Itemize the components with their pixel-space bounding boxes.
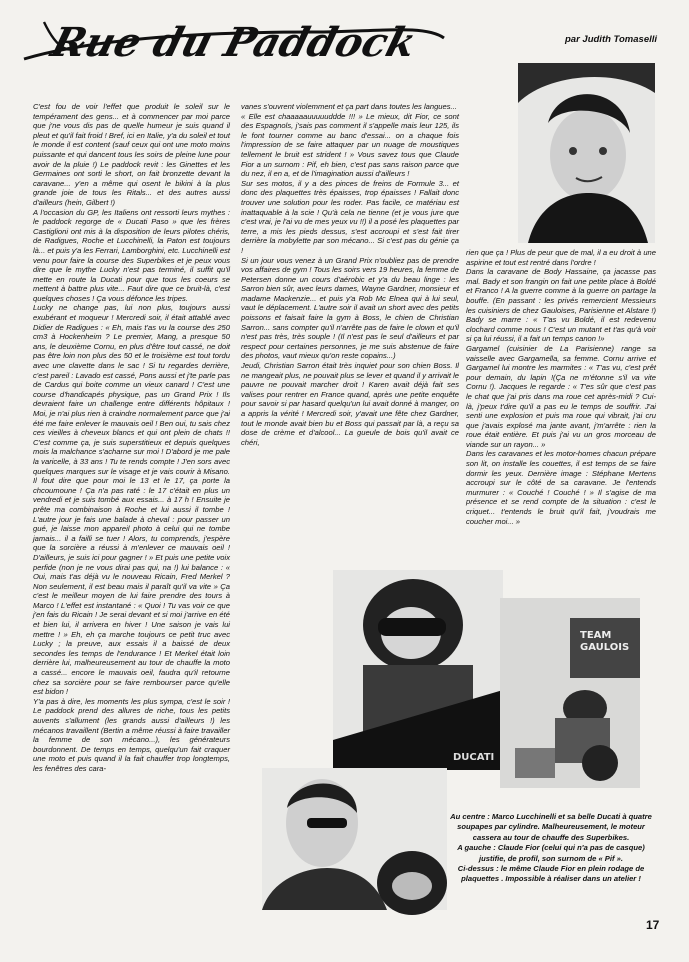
byline: par Judith Tomaselli <box>565 34 658 45</box>
photo-sign-text: TEAM GAULOIS <box>580 630 630 653</box>
title-logo <box>14 4 454 70</box>
title-text: Rue du Paddock <box>46 18 422 66</box>
photo-lucchinelli-ducati <box>333 570 503 770</box>
article-column-middle: vanes s'ouvrent violemment et ça part dans toutes les langues... « Elle est chaaaaauuuuuddde !!! » Le mieux, dit Fior, ce sont des Espagnols, j'sais pas comment il s'appelle mais leur 125, ils le font tourner comme au banc d'essai... on a chaque fois l'impression de se faire attaquer par un nuage de moustiques tellement le bruit est strident ! » Vous savez tous que Claude Fior a un surnom : Pif, eh bien, c'est pas sans raison parce que du nez, il en a, et de l'imagination aussi d'ailleurs ! Sur ses motos, il y a des pinces de freins de Formule 3... et donc des plaquettes très épaisses, trop épaisses ! Fallait donc trouver une solution pour les roder. Pas facile, ce matériau est inattaquable à la scie ! Qu'à cela ne tienne (et je vous jure que c'est vrai, je l'ai vu de mes yeux vu !!) il a posé les plaquettes par terre, a mis les pieds dessus, s'est accroupi et s'est fait tirer derrière la mobylette par son mécano... Si c'est pas du génie ça ! Si un jour vous venez à un Grand Prix n'oubliez pas de prendre vos affaires de gym ! Tous les soirs vers 19 heures, la femme de Petersen donne un cours d'aérobic et y'a du beau linge : les Sarron bien sûr, avec leurs dames, Wayne Gardner, monsieur et madame Mackenzie... et puis y'a Rob Mc Elnea qui à lui seul, vaut le déplacement. L'autre soir il avait un short avec des petits poissons et faisait faire la gym à Boss, le chien de Christian Sarron... sans compter qu'il n'arrête pas de faire le clown et qu'il n'est pas très, très souple ! (Il n'est pas le seul d'ailleurs et par respect pour certaines personnes, je me suis abstenue de faire des photos, vaut mieux qu'on reste copains...) Jeudi, Christian Sarron était très inquiet pour son chien Boss. Il ne mangeait plus, ne pouvait plus se lever et quand il y arrivait le pauvre ne pouvait marcher droit ! Karen avait déjà fait ses valises pour rentrer en France quand, après une petite enquête pour savoir si par hasard quelqu'un lui avait donné à manger, on a appris la vérité ! Mercredi soir, y'avait une fête chez Gardner, tout le monde avait bien bu et Boss qui passait par là, a reçu sa dose de crème et d'alcool... La gueule de bois qu'il avait ce chéri, <box>241 102 459 447</box>
article-column-left: C'est fou de voir l'effet que produit le soleil sur le tempérament des gens... et à commencer par moi parce que j'ne vous dis pas de quelle humeur je suis quand il pleut et qu'il fait froid ! Bref, ici en Italie, y'a du soleil et tout le monde il est content (sauf ceux qui ont une moto moins puissante et qui dancent tous les soirs de pleine lune pour avoir de la pluie !) Le paddock revit : les Ginettes et les Germaines ont sorti le short, on fait bronzette devant la caravane... y'en a même qui osent le bikini à la plus grande joie de tous les Ritals... et des autres aussi d'ailleurs (hein, Gilbert !) A l'occasion du GP, les Italiens ont ressorti leurs mythes : le paddock regorge de « Ducati Paso » que les frères Castiglioni ont mis à la disposition de leurs pilotes chéris, de Radigues, Roche et Lucchinelli, la Paton est toujours là... et puis y'a les Ferrari, Lamborghini, etc. Lucchinelli est venu pour faire la course des Superbikes et je peux vous dire que le mythe Lucky n'est pas terminé, il suffit qu'il mette en route la Ducati pour que tous les coeurs se mettent à battre plus vite... Faut dire que ce bruit-là, c'est quelques choses ! Ça vous défonce les tripes. Lucky ne change pas, lui non plus, toujours aussi exubérant et moqueur ! Mercredi soir, il était attablé avec Didier de Radigues : « Eh, mais t'as vu la course des 250 cm3 à Hockenheim ? Le premier, Mang, a presque 50 ans, le deuxième Cornu, en plus d'être tout cassé, ne doit pas être loin non plus des 50 et le troisième est tout tordu avec une clavette dans le sac ! Si tu regardes derrière, c'est pareil : Lavado est cassé, Pons aussi et j'te parle pas de Cardus qui boite comme un vieux canard ! C'est une course d'handicapés physique, pas un Grand Prix ! Ils devraient faire un challenge entre différents hôpitaux ! Moi, je n'ai plus rien à craindre normalement parce que j'ai été me faire enlever le mauvais oeil ! Ben oui, tu sais chez ces vieilles à cheveux blancs et qui ont plein de chats !! C'est comme ça, je suis superstitieux et depuis quelques mois la malchance s'acharne sur moi ! D'abord je me pale la varicelle, à 33 ans ! Tu te rends compte ! J'en sors avec quelques marques sur le visage et je vais courir à Misano. Il fout dire que pour moi le 13 et le 17, ça porte la chcoumoune ! Ça n'a pas raté : le 17 c'était en plus un vendredi et je suis tombé aux essais... à 17 h ! Ensuite je prête ma combinaison à Roche et lui aussi il tombe ! L'autre jour je fais une balade à cheval : pour passer un gué, je laisse mon appareil photo à celui qui ne tombe jamais... il a failli se tuer ! Alors, tu comprends, j'espère que la sorcière a réussi à m'enlever ce mauvais oeil ! D'ailleurs, je suis ici pour gagner ! » Et puis une petite voix perfide (non je ne vous dirai pas qui, na !) lui balance : « Oui, mais t'as déjà vu le nouveau Ricain, Fred Merkel ? Non seulement, il est beau mais il paraît qu'il va vite » Ça c'est le meilleur moyen de lui faire prendre des tours à Marco ! L'effet est instantané : « Quoi ! Tu vas voir ce que j'en fais du Ricain ! Je serai devant et si moi j'arrive en été et bien lui, il arrivera en hiver ! Une saison je vais lui mettre ! » Eh, eh ça marche toujours ce petit truc avec Lucky ; la preuve, aux essais il a baissé de deux secondes les temps de l'endurance ! Et Merkel était loin derrière lui, malheureusement au tour de chauffe la moto a cassé... encore le mauvais oeil, faudra qu'il retourne chez sa sorcière pour se faire rembourser parce qu'elle est bidon ! Y'a pas à dire, les moments les plus sympa, c'est le soir ! Le paddock prend des allures de riche, tous les petits auvents s'allument (les grands aussi d'ailleurs !) les mécanos travaillent (Bertin a même réussi à faire travailler la femme de son mécano...), les générateurs bourdonnent. De temps en temps, quelqu'un fait craquer une moto et puis quand il la fait chauffer trop longtemps, les fenêtres des cara- <box>33 102 230 773</box>
photo-fior-pad-bedding <box>500 598 640 788</box>
photo-claude-fior-portrait <box>518 63 655 243</box>
photo-caption: Au centre : Marco Lucchinelli et sa belle Ducati à quatre soupapes par cylindre. Malheureusement, le moteur cassera au tour de chauffe des Superbikes. A gauche : Claude Fior (celui qui n'a pas de casque) justifie, de profil, son surnom de « Pif ». Ci-dessus : le même Claude Fior en plein rodage de plaquettes . Impossible à réaliser dans un atelier ! <box>450 812 652 884</box>
photo-fior-profile <box>262 768 447 910</box>
portrait-illustration <box>518 63 655 243</box>
article-column-right: rien que ça ! Plus de peur que de mal, il a eu droit à une aspirine et tout est rentré dans l'ordre ! Dans la caravane de Body Hassaine, ça jacasse pas mal. Bady et son frangin on fait une petite place à Boldé et Franco ! A la guerre comme à la guerre on partage la bouffe. (En passant : les privés remercient Messieurs les cuisiniers de chez Gauloises, Parisienne et Alstare !) Bady se marre : « T'as vu Boldé, il est redevenu clochard comme nous ! C'est un mutant et t'as qu'à voir si ça lui réussi, il a fait un temps canon !» Gargamel (cuisinier de La Parisienne) range sa vaisselle avec Gargamella, sa femme. Cornu arrive et Gargamel lui montre les marmites : « T'as vu, c'est prêt pour demain, du lapin !(Ça ne m'étonne s'il va vite Cornu !). Jacques le regarde : « T'es sûr que c'est pas le chat que j'ai pris dans ma roue cet après-midi ? Cui-là, j'peux t'dire qu'il a pas eu le temps de souffrir. J'ai senti une explosion et puis ma roue qui vibrait, j'ai cru que j'avais explosé ma jante avant, j'm'arrête : rien la roue était entière. Et puis j'ai vu un gros morceau de viande sur un rayon... » Dans les caravanes et les motor-homes chacun prépare son lit, on installe les couettes, il est temps de se faire dormir les yeux. Dernière image : Stéphane Mertens accroupi sur le côté de sa caravane. Je l'entends murmurer : « Couché ! Couché ! » Il s'agise de ma présence et se rend compte de la situation : c'est le criquet... t'entends le bruit qu'il fait, j'voudrais me coucher moi... » <box>466 248 656 526</box>
photo-brand-text: DUCATI <box>453 752 495 763</box>
page-number: 17 <box>646 918 660 932</box>
